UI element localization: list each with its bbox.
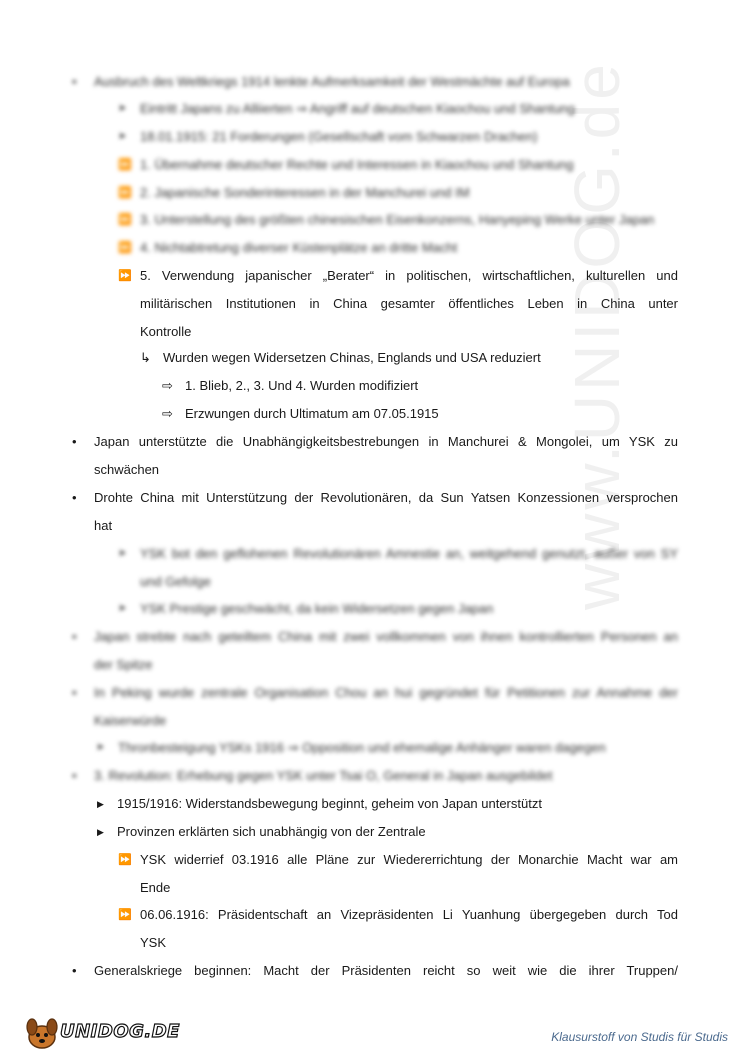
list-item-line: hat (94, 518, 113, 533)
arrow-bullet-icon: ➤ (118, 548, 127, 559)
outline-arrow-icon: ⇨ (162, 406, 173, 421)
triangle-bullet-icon: ▶ (97, 827, 104, 837)
bullet-dot: • (72, 768, 77, 783)
list-item: 18.01.1915: 21 Forderungen (Gesellschaft vom Schwarzen Drachen) (140, 129, 538, 144)
footer-tagline: Klausurstoff von Studis für Studis (551, 1030, 728, 1044)
list-item: Ausbruch des Weltkriegs 1914 lenkte Aufmerksamkeit der Westmächte auf Europa (94, 74, 570, 89)
list-item-line: YSK (140, 935, 167, 950)
double-arrow-icon: ⏩ (118, 214, 132, 226)
list-item-line: Kontrolle (140, 324, 192, 339)
list-item-line: militärischen Institutionen in China gesamter öffentliches Leben in China unter (140, 296, 678, 311)
bullet-dot: • (72, 434, 77, 449)
arrow-bullet-icon: ➤ (118, 131, 127, 142)
list-item-line: 5. Verwendung japanischer „Berater“ in politischen, wirtschaftlichen, kulturellen und (140, 268, 678, 283)
list-item-line: und Gefolge (140, 574, 211, 589)
list-item: Provinzen erklärten sich unabhängig von der Zentrale (117, 824, 426, 839)
list-item: Eintritt Japans zu Alliierten ⇒ Angriff auf deutschen Kiaochou und Shantung (140, 101, 575, 116)
list-item: YSK Prestige geschwächt, da kein Widersetzen gegen Japan (140, 601, 494, 616)
double-arrow-icon: ⏩ (118, 187, 132, 199)
return-arrow-icon: ↳ (140, 350, 151, 365)
list-item-line: Japan unterstützte die Unabhängigkeitsbestrebungen in Manchurei & Mongolei, um YSK zu (94, 434, 678, 449)
unidog-logo (22, 1015, 180, 1051)
list-item: 2. Japanische Sonderinteressen in der Manchurei und IM (140, 185, 470, 200)
bullet-dot: • (72, 963, 77, 978)
triangle-bullet-icon: ▶ (97, 799, 104, 809)
outline-arrow-icon: ⇨ (162, 378, 173, 393)
dog-icon (22, 1015, 62, 1051)
double-arrow-icon: ⏩ (118, 242, 132, 254)
list-item-line: Ende (140, 880, 171, 895)
double-arrow-icon: ⏩ (118, 909, 132, 921)
double-arrow-icon: ⏩ (118, 159, 132, 171)
list-item-line: Drohte China mit Unterstützung der Revolutionären, da Sun Yatsen Konzessionen versprochen (94, 490, 678, 505)
list-item-line: Generalskriege beginnen: Macht der Präsidenten reicht so weit wie die ihrer Truppen/ (94, 963, 678, 978)
list-item: 3. Revolution: Erhebung gegen YSK unter Tsai O, General in Japan ausgebildet (94, 768, 553, 783)
bullet-dot: • (72, 685, 77, 700)
double-arrow-icon: ⏩ (118, 854, 132, 866)
bullet-dot: • (72, 629, 77, 644)
arrow-bullet-icon: ➤ (96, 742, 105, 753)
arrow-bullet-icon: ➤ (118, 103, 127, 114)
list-item: Thronbesteigung YSKs 1916 ⇒ Opposition und ehemalige Anhänger waren dagegen (118, 740, 606, 755)
list-item-line: Japan strebte nach geteiltem China mit zwei vollkommen von ihnen kontrollierten Personen an (94, 629, 678, 644)
list-item: 1915/1916: Widerstandsbewegung beginnt, geheim von Japan unterstützt (117, 796, 542, 811)
list-item-line: In Peking wurde zentrale Organisation Chou an hui gegründet für Petitionen zur Annahme der (94, 685, 678, 700)
list-item: 1. Blieb, 2., 3. Und 4. Wurden modifiziert (185, 378, 419, 393)
list-item: 4. Nichtabtretung diverser Küstenplätze an dritte Macht (140, 240, 458, 255)
list-item: 1. Übernahme deutscher Rechte und Interessen in Kiaochou und Shantung (140, 157, 574, 172)
list-item: Wurden wegen Widersetzen Chinas, Englands und USA reduziert (163, 350, 541, 365)
watermark: www.UNIDOG.de (561, 60, 633, 610)
list-item-line: Kaiserwürde (94, 713, 167, 728)
arrow-bullet-icon: ➤ (118, 603, 127, 614)
logo-text: UNIDOG.DE (60, 1021, 180, 1042)
list-item-line: der Spitze (94, 657, 153, 672)
list-item-line: YSK bot den geflohenen Revolutionären Amnestie an, weitgehend genutzt, außer von SY (140, 546, 678, 561)
list-item: 3. Unterstellung des größten chinesischen Eisenkonzerns, Hanyeping Werke unter Japan (140, 212, 655, 227)
bullet-dot: • (72, 74, 77, 89)
double-arrow-icon: ⏩ (118, 270, 132, 282)
list-item-line: 06.06.1916: Präsidentschaft an Vizepräsidenten Li Yuanhung übergegeben durch Tod (140, 907, 678, 922)
list-item-line: schwächen (94, 462, 160, 477)
list-item-line: YSK widerrief 03.1916 alle Pläne zur Wiedererrichtung der Monarchie Macht war am (140, 852, 678, 867)
bullet-dot: • (72, 490, 77, 505)
list-item: Erzwungen durch Ultimatum am 07.05.1915 (185, 406, 439, 421)
